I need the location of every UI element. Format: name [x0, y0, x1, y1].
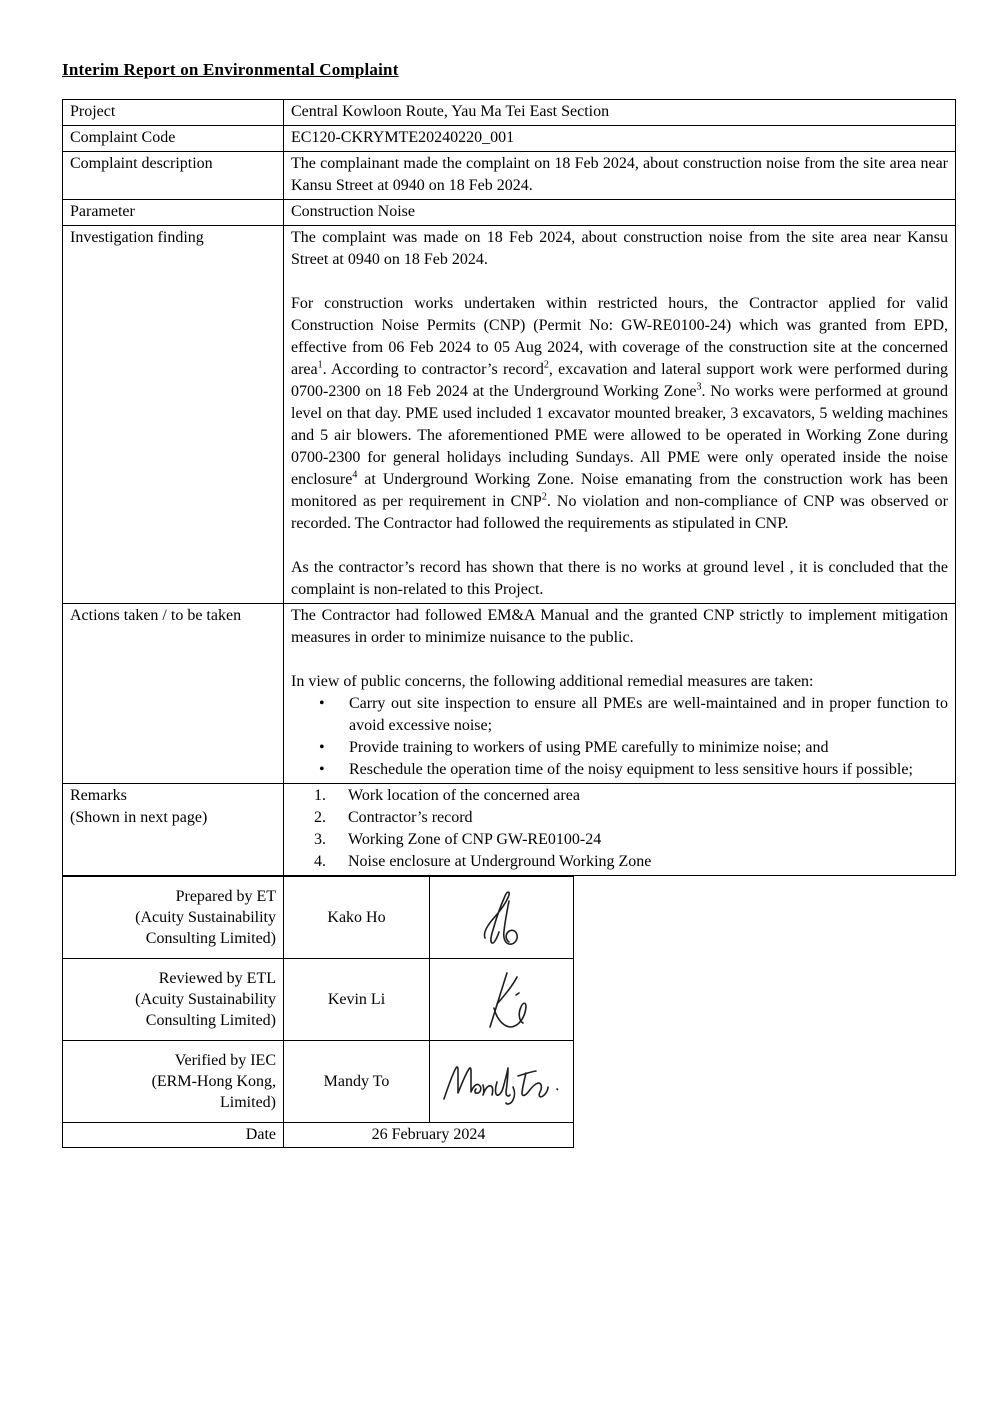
signoff-row-prepared [63, 877, 574, 959]
reviewed-by-label [63, 959, 284, 1041]
remark-text: Noise enclosure at Underground Working Zone [348, 853, 652, 870]
signoff-row-reviewed [63, 959, 574, 1041]
role-line: Reviewed by ETL [158, 970, 276, 987]
role-line: (ERM-Hong Kong, [151, 1073, 276, 1090]
remark-text: Work location of the concerned area [348, 787, 580, 804]
bullet-icon: • [319, 739, 325, 756]
table-row-complaint-description [63, 152, 956, 200]
investigation-paragraph-3: As the contractor’s record has shown that there is no works at ground level , it is concluded that the complaint is non-related to this Project. [291, 559, 948, 598]
signature-kako-ho [477, 888, 527, 948]
text-run: at Underground Working Zone. Noise emanating from the construction work has been monitored as per requirement in CNP [291, 471, 948, 510]
remark-item [291, 829, 948, 851]
prepared-by-name: Kako Ho [284, 877, 430, 959]
reviewed-by-name: Kevin Li [284, 959, 430, 1041]
footnote-ref-2b: 2 [541, 491, 547, 503]
bullet-icon: • [319, 695, 325, 712]
footnote-ref-2: 2 [543, 359, 549, 371]
role-line: Consulting Limited) [145, 930, 276, 947]
remedial-measure-text: Provide training to workers of using PME carefully to minimize noise; and [349, 739, 829, 756]
signoff-row-verified [63, 1041, 574, 1123]
remark-text: Working Zone of CNP GW-RE0100-24 [348, 831, 602, 848]
investigation-paragraph-1: The complaint was made on 18 Feb 2024, about construction noise from the site area near Kansu Street at 0940 on 18 Feb 2024. [291, 229, 948, 268]
remark-item [291, 807, 948, 829]
table-row-parameter [63, 200, 956, 226]
remark-text: Contractor’s record [348, 809, 473, 826]
remedial-measure-item [291, 759, 948, 781]
project-label: Project [63, 100, 284, 126]
complaint-code-value: EC120-CKRYMTE20240220_001 [284, 126, 956, 152]
bullet-icon: • [319, 761, 325, 778]
text-run: . No works were performed at ground level on that day. PME used included 1 excavator mounted breaker, 3 excavators, 5 welding machines and 5 air blowers. The aforementioned PME were allowed to be operated in Working Zone during 0700-2300 for general holidays including Sundays. All PME were only operated inside the noise enclosure [291, 383, 949, 488]
role-line: Limited) [220, 1094, 276, 1111]
footnote-ref-1: 1 [317, 359, 323, 371]
complaint-code-label: Complaint Code [63, 126, 284, 152]
investigation-finding-label: Investigation finding [63, 226, 284, 604]
role-line: Verified by IEC [174, 1052, 276, 1069]
complaint-description-value: The complainant made the complaint on 18 Feb 2024, about construction noise from the site area near Kansu Street at 0940 on 18 Feb 2024. [284, 152, 956, 200]
actions-paragraph-1: The Contractor had followed EM&A Manual and the granted CNP strictly to implement mitigation measures in order to minimize nuisance to the public. [291, 607, 948, 646]
parameter-value: Construction Noise [284, 200, 956, 226]
text-run: For construction works undertaken within restricted hours, the Contractor applied for valid Construction Noise Permits (CNP) (Permit No: GW-RE0100-24) which was granted from EPD, effective from 06 Feb 2024 to 05 Aug 2024, with coverage of the construction site at the concerned area [291, 295, 948, 378]
remedial-measure-item [291, 693, 948, 737]
text-run: , excavation and lateral support work were performed during 0700-2300 on 18 Feb 2024 at the Underground Working Zone [291, 361, 948, 400]
role-line: Consulting Limited) [145, 1012, 276, 1029]
signature-kevin-li [473, 968, 531, 1032]
remarks-label-line2: (Shown in next page) [70, 809, 208, 826]
prepared-by-signature-cell [430, 877, 574, 959]
verified-by-label [63, 1041, 284, 1123]
remarks-label-line1: Remarks [70, 787, 127, 804]
table-row-project [63, 100, 956, 126]
parameter-label: Parameter [63, 200, 284, 226]
text-run: . No violation and non-compliance of CNP was observed or recorded. The Contractor had followed the requirements as stipulated in CNP. [291, 493, 949, 532]
date-label: Date [63, 1123, 284, 1148]
remark-number: 1. [314, 787, 326, 804]
remarks-value [284, 784, 956, 876]
text-run: . According to contractor’s record [322, 361, 544, 378]
reviewed-by-signature-cell [430, 959, 574, 1041]
verified-by-name: Mandy To [284, 1041, 430, 1123]
actions-paragraph-2: In view of public concerns, the following additional remedial measures are taken: [291, 673, 814, 690]
actions-taken-label: Actions taken / to be taken [63, 604, 284, 784]
remark-number: 2. [314, 809, 326, 826]
footnote-ref-3: 3 [696, 381, 702, 393]
remark-item [291, 785, 948, 807]
remark-item [291, 851, 948, 873]
footnote-ref-4: 4 [352, 469, 358, 481]
signoff-table [62, 876, 574, 1148]
role-line: (Acuity Sustainability [135, 991, 276, 1008]
signoff-row-date [63, 1123, 574, 1148]
remedial-measure-text: Reschedule the operation time of the noisy equipment to less sensitive hours if possible; [349, 761, 913, 778]
table-row-investigation-finding [63, 226, 956, 604]
role-line: (Acuity Sustainability [135, 909, 276, 926]
actions-taken-value [284, 604, 956, 784]
remarks-label [63, 784, 284, 876]
table-row-remarks [63, 784, 956, 876]
remark-number: 4. [314, 853, 326, 870]
role-line: Prepared by ET [175, 888, 276, 905]
complaint-report-table [62, 99, 956, 876]
remark-number: 3. [314, 831, 326, 848]
verified-by-signature-cell [430, 1041, 574, 1123]
remedial-measure-text: Carry out site inspection to ensure all PMEs are well-maintained and in proper function to avoid excessive noise; [349, 695, 948, 734]
table-row-actions-taken [63, 604, 956, 784]
prepared-by-label [63, 877, 284, 959]
document-page [62, 0, 955, 1148]
investigation-paragraph-2 [291, 293, 948, 535]
date-value: 26 February 2024 [284, 1123, 574, 1148]
page-title: Interim Report on Environmental Complaint [62, 60, 399, 79]
signature-mandy-to [440, 1059, 564, 1105]
investigation-finding-value [284, 226, 956, 604]
remedial-measure-item [291, 737, 948, 759]
project-value: Central Kowloon Route, Yau Ma Tei East Section [284, 100, 956, 126]
complaint-description-label: Complaint description [63, 152, 284, 200]
table-row-complaint-code [63, 126, 956, 152]
